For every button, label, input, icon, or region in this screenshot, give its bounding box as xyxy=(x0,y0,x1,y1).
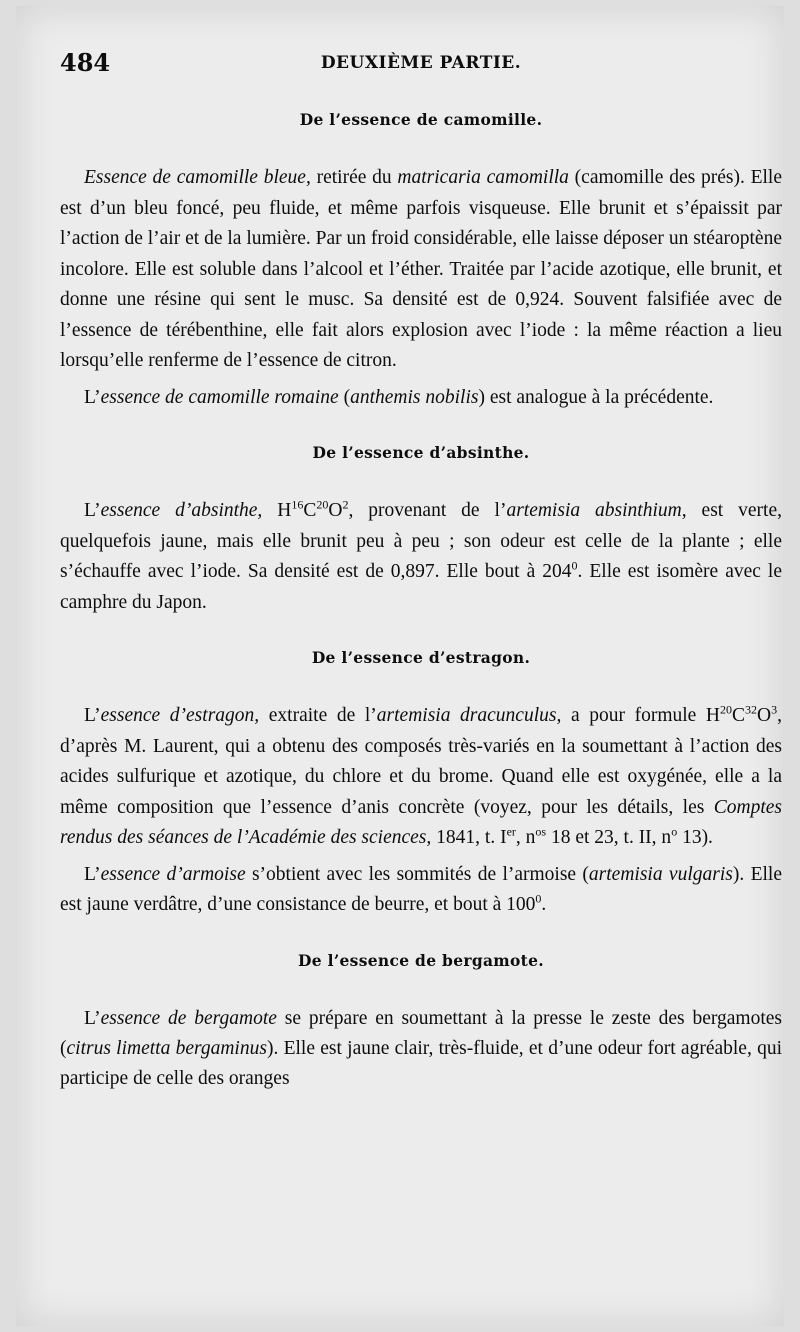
italic-run: matricaria camomilla xyxy=(397,167,569,188)
text-run: , d’après M. Laurent, qui a obtenu des composés très-variés en la soumettant à l’action des acides sulfurique et azotique, du chlore et du brome. Quand elle est oxygénée, elle a la même composition que l’essence d’anis concrète (voyez, pour les détails, les xyxy=(60,705,782,818)
superscript-run: 0 xyxy=(535,891,542,906)
section-heading-camomille: De l’essence de camomille. xyxy=(299,110,543,129)
section-heading-absinthe: De l’essence d’absinthe. xyxy=(312,443,530,462)
text-run: ). Elle est jaune verdâtre, d’une consistance de beurre, et bout à 100 xyxy=(60,863,782,915)
book-page xyxy=(16,6,784,1326)
text-run: extraite de l’ xyxy=(259,705,377,726)
italic-run: essence de camomille romaine xyxy=(100,386,339,408)
italic-run: artemisia dracunculus, xyxy=(376,705,562,726)
text-run: 1841, t. I xyxy=(431,827,507,848)
superscript-run: 20 xyxy=(720,702,733,717)
text-run: 13). xyxy=(677,827,713,848)
text-run: retirée du xyxy=(310,167,398,188)
text-run: L’ xyxy=(84,863,101,885)
text-run: C xyxy=(732,705,746,726)
italic-run: citrus limetta bergaminus xyxy=(66,1037,267,1059)
paragraph-estragon xyxy=(60,701,782,854)
superscript-run: 0 xyxy=(571,558,578,573)
page-header xyxy=(60,48,782,88)
superscript-run: 2 xyxy=(342,497,349,512)
superscript-run: o xyxy=(671,824,678,839)
paragraph-bergamote xyxy=(60,1004,782,1094)
superscript-run: er xyxy=(506,824,516,839)
text-run: (camomille des prés). Elle est d’un bleu foncé, peu fluide, et même parfois visqueuse. Elle brunit et s’épaissit par l’action de l’air et de la lumière. Par un froid considérable, elle laisse déposer un stéaroptène incolore. Elle est soluble dans l’alcool et l’éther. Traitée par l’acide azotique, elle brunit, et donne une résine qui sent le musc. Sa densité est de 0,924. Souvent falsifiée avec de l’essence de térébenthine, elle fait alors explosion avec l’iode : la même réaction a lieu lorsqu’elle renferme de l’essence de citron. xyxy=(60,167,782,371)
text-run: ). Elle est jaune clair, très-fluide, et d’une odeur fort agréable, qui participe de celle des oranges xyxy=(60,1037,782,1089)
text-run: 18 et 23, t. II, n xyxy=(546,827,672,848)
text-run: , n xyxy=(515,827,536,848)
paragraph-armoise xyxy=(60,860,782,921)
text-run: L’ xyxy=(84,500,101,521)
text-run: a pour formule H xyxy=(561,705,721,726)
text-run: ( xyxy=(338,386,351,408)
section-heading-bergamote: De l’essence de bergamote. xyxy=(298,950,544,970)
text-run: ) est analogue à la précédente. xyxy=(478,386,714,408)
text-run: O xyxy=(328,500,343,521)
superscript-run: 32 xyxy=(745,702,758,717)
text-run: . Elle est isomère avec le camphre du Japon. xyxy=(60,561,782,613)
paragraph-camomille-bleue xyxy=(60,163,782,377)
text-run: se prépare en soumettant à la presse le zeste des bergamotes ( xyxy=(60,1007,782,1059)
text-run: C xyxy=(303,500,317,521)
text-run: L’ xyxy=(84,705,101,726)
superscript-run: os xyxy=(535,824,547,839)
italic-run: Essence de camomille bleue, xyxy=(84,167,311,188)
text-run: est verte, quelquefois jaune, mais elle brunit peu à peu ; son odeur est celle de la plante ; elle s’échauffe avec l’iode. Sa densité est de 0,897. Elle bout à 204 xyxy=(60,500,782,582)
text-run: H xyxy=(262,500,292,521)
italic-run: artemisia absinthium, xyxy=(506,500,687,521)
italic-run: artemisia vulgaris xyxy=(588,863,733,885)
text-run: O xyxy=(757,705,772,726)
paragraph-absinthe xyxy=(60,496,782,618)
section-heading-estragon: De l’essence d’estragon. xyxy=(311,648,531,667)
italic-run: essence de bergamote xyxy=(100,1007,277,1029)
italic-run: essence d’estragon, xyxy=(100,705,260,726)
italic-run: essence d’armoise xyxy=(100,863,246,885)
text-run: s’obtient avec les sommités de l’armoise ( xyxy=(245,863,589,885)
running-head: DEUXIÈME PARTIE. xyxy=(320,53,522,73)
superscript-run: 16 xyxy=(291,497,304,512)
text-run: , provenant de l’ xyxy=(348,500,507,521)
text-run: L’ xyxy=(84,386,101,408)
italic-run: essence d’absinthe, xyxy=(100,500,263,521)
italic-run: anthemis nobilis xyxy=(350,386,479,408)
page-number: 484 xyxy=(60,48,111,77)
superscript-run: 20 xyxy=(316,497,329,512)
paragraph-camomille-romaine xyxy=(60,383,782,414)
page-content xyxy=(60,48,782,1094)
italic-run: Comptes rendus des séances de l’Académie des sciences, xyxy=(60,796,782,848)
superscript-run: 3 xyxy=(771,702,778,717)
text-run: . xyxy=(541,894,547,915)
text-run: L’ xyxy=(84,1007,101,1029)
